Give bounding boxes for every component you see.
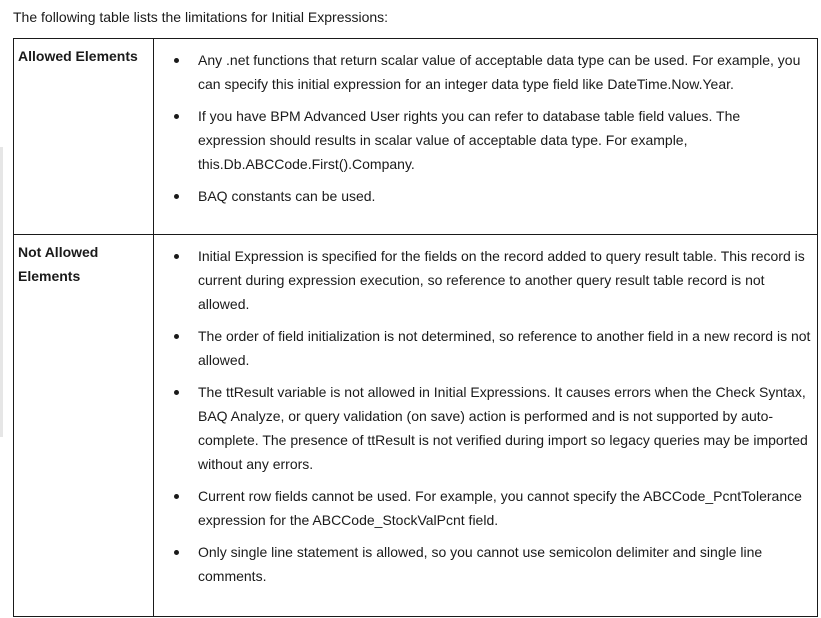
list-item	[174, 184, 811, 208]
list-item-text: Current row fields cannot be used. For example, you cannot specify the ABCCode_PcntTolerance expression for the ABCCode_StockValPcnt field.	[198, 488, 802, 528]
list-item-text: If you have BPM Advanced User rights you can refer to database table field values. The expression should results in scalar value of acceptable data type. For example, this.Db.ABCCode.First().Company.	[198, 108, 741, 172]
list-item	[174, 540, 811, 588]
list-item	[174, 104, 811, 176]
table-row-allowed-elements	[14, 39, 818, 235]
bullet-icon	[174, 494, 179, 499]
row-label-not-allowed-elements: Not Allowed Elements	[18, 244, 99, 284]
bullet-icon	[174, 194, 179, 199]
list-item	[174, 380, 811, 476]
list-item	[174, 48, 811, 96]
list-item-text: The order of field initialization is not determined, so reference to another field in a new record is not allowed.	[198, 328, 811, 368]
bullet-icon	[174, 254, 179, 259]
bullet-icon	[174, 334, 179, 339]
list-item	[174, 484, 811, 532]
bullet-icon	[174, 58, 179, 63]
row-label-allowed-elements: Allowed Elements	[18, 48, 138, 64]
list-item-text: Any .net functions that return scalar value of acceptable data type can be used. For example, you can specify this initial expression for an integer data type field like DateTime.Now.Year.	[198, 52, 801, 92]
bullet-icon	[174, 550, 179, 555]
row-content-cell	[154, 235, 818, 617]
row-header-cell	[14, 39, 154, 235]
list-item	[174, 244, 811, 316]
list-item-text: BAQ constants can be used.	[198, 188, 376, 204]
intro-text: The following table lists the limitations for Initial Expressions:	[13, 9, 389, 25]
limitations-table	[13, 38, 818, 617]
left-edge-strip	[0, 147, 3, 437]
not-allowed-elements-list	[154, 235, 817, 601]
row-header-cell	[14, 235, 154, 617]
list-item-text: Only single line statement is allowed, so you cannot use semicolon delimiter and single line comments.	[198, 544, 763, 584]
allowed-elements-list	[154, 39, 817, 221]
bullet-icon	[174, 114, 179, 119]
list-item-text: The ttResult variable is not allowed in Initial Expressions. It causes errors when the Check Syntax, BAQ Analyze, or query validation (on save) action is performed and is not supported by auto-complete. The presence of ttResult is not verified during import so legacy queries may be imported without any errors.	[198, 384, 808, 472]
table-row-not-allowed-elements	[14, 235, 818, 617]
row-content-cell	[154, 39, 818, 235]
list-item	[174, 324, 811, 372]
bullet-icon	[174, 390, 179, 395]
list-item-text: Initial Expression is specified for the fields on the record added to query result table. This record is current during expression execution, so reference to another query result table record is not allowed.	[198, 248, 805, 312]
